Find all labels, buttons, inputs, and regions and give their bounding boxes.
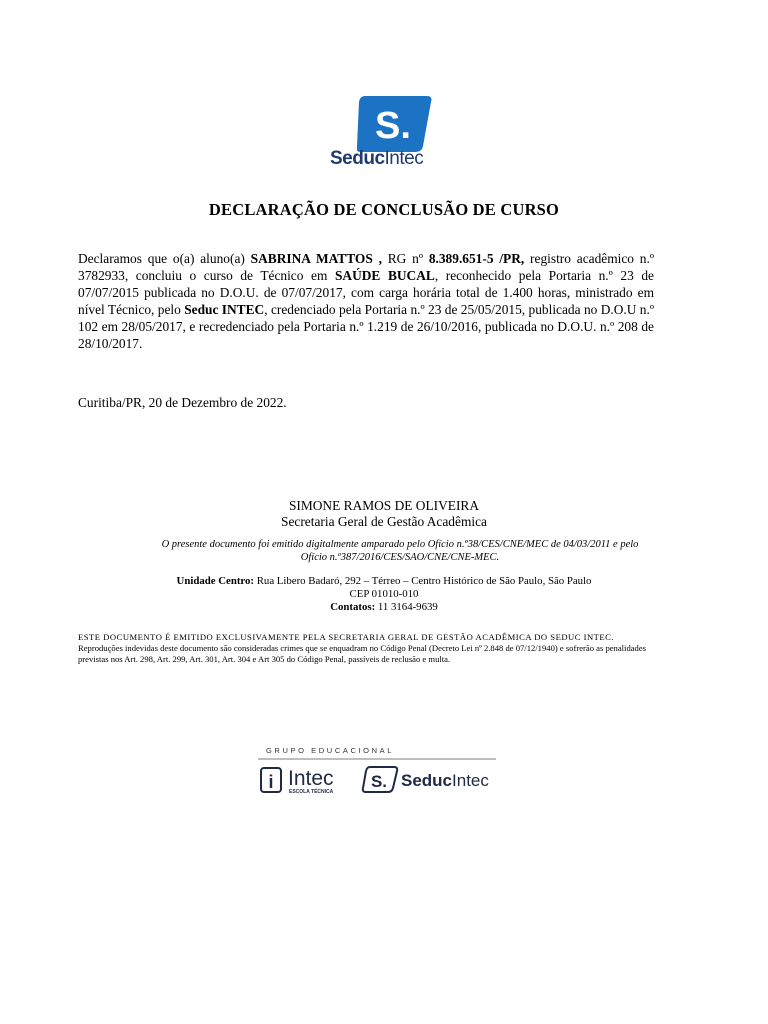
student-name: SABRINA MATTOS , <box>250 251 382 266</box>
seduc-footer-icon <box>363 767 397 792</box>
date-line: Curitiba/PR, 20 de Dezembro de 2022. <box>78 395 287 410</box>
course-name: SAÚDE BUCAL <box>334 268 435 283</box>
svg-text:i: i <box>268 772 274 792</box>
intec-icon <box>261 768 281 792</box>
seduc-footer-wordmark: SeducIntec <box>401 771 489 790</box>
notice-caps: ESTE DOCUMENTO É EMITIDO EXCLUSIVAMENTE PELA SECRETARIA GERAL DE GESTÃO ACADÊMICA DO SEDUC INTEC. <box>78 632 615 642</box>
legal-note: O presente documento foi emitido digitalmente amparado pelo Ofício n.º38/CES/CNE/MEC de 04/03/2011 e pelo Ofício n.º387/2016/CES/SAO/CNE/CNE-MEC. <box>161 539 639 563</box>
document-title: DECLARAÇÃO DE CONCLUSÃO DE CURSO <box>208 200 560 219</box>
svg-text:S.: S. <box>375 105 411 147</box>
signer-name: SIMONE RAMOS DE OLIVEIRA <box>288 498 480 513</box>
intec-sub: ESCOLA TÉCNICA <box>289 789 334 795</box>
notice-body: Reproduções indevidas deste documento são consideradas crimes que se enquadram no Código Penal (Decreto Lei nº 2.848 de 07/12/1940) e sofrerão as penalidades previstas nos Art. 298, Art. 299, Art. 301, Art. 304 e Art 305 do Código Penal, passíveis de reclusão e multa. <box>78 643 647 664</box>
cep: CEP 01010-010 <box>349 588 419 600</box>
seduc-s-icon <box>357 96 437 152</box>
signer-role: Secretaria Geral de Gestão Acadêmica <box>281 514 487 529</box>
group-label: GRUPO EDUCACIONAL <box>266 746 394 755</box>
notice-block <box>78 632 658 665</box>
seduc-logo-wordmark: SeducIntec <box>330 148 424 169</box>
declaration-paragraph: Declaramos que o(a) aluno(a) SABRINA MATTOS , RG nº 8.389.651-5 /PR, registro acadêmico n.º 3782933, concluiu o curso de Técnico em SAÚDE BUCAL, reconhecido pela Portaria n.º 23 de 07/07/2015 publicada no D.O.U. de 07/07/2017, com carga horária total de 1.400 horas, ministrado em nível Técnico, pelo Seduc INTEC, credenciado pela Portaria n.º 23 de 25/05/2015, publicada no D.O.U n.º 102 em 28/05/2017, e recredenciado pela Portaria n.º 1.219 de 26/10/2016, publicada no D.O.U. n.º 208 de 28/10/2017. <box>78 251 654 351</box>
svg-text:S.: S. <box>370 772 388 791</box>
signature-block <box>0 498 768 530</box>
address-block: Unidade Centro: Rua Libero Badaró, 292 – Térreo – Centro Histórico de São Paulo, São Paulo CEP 01010-010 Contatos: 11 3164-9639 <box>0 575 768 614</box>
rg-number: 8.389.651-5 /PR, <box>428 251 525 266</box>
intec-name: Intec <box>288 767 334 790</box>
footer-logos <box>258 744 498 800</box>
institution-name: Seduc INTEC <box>184 302 265 317</box>
